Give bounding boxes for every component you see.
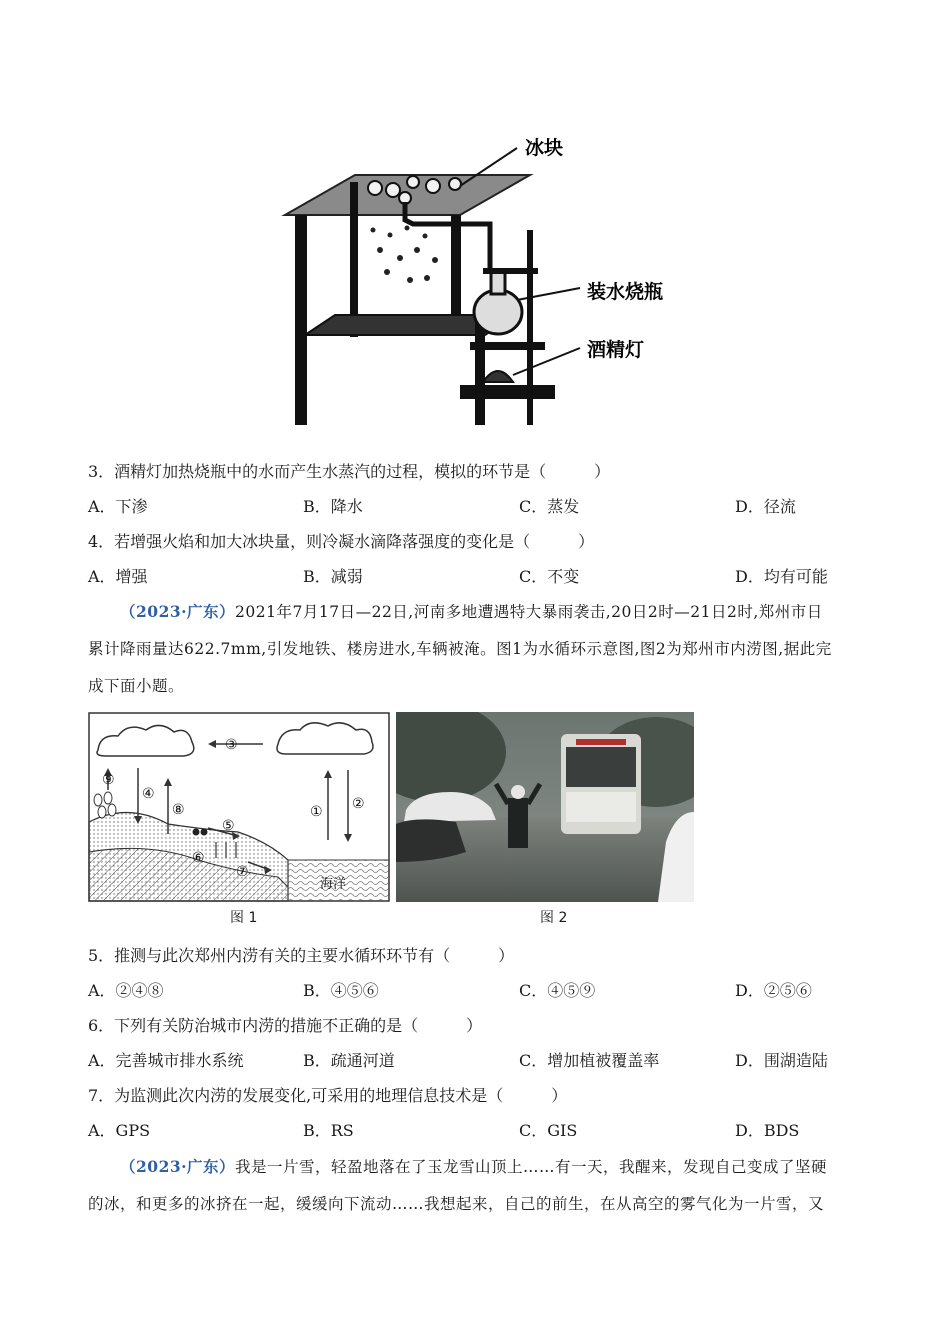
q6-option-c[interactable]: C．增加植被覆盖率 [519,1051,660,1070]
marker-3: ③ [225,737,238,753]
flask [474,290,522,334]
source-tag-2: （2023·广东） [120,1157,236,1176]
marker-2: ② [352,796,365,812]
label-ice: 冰块 [525,137,564,159]
q6-option-b[interactable]: B．疏通河道 [303,1051,395,1070]
question-3-stem: 3．酒精灯加热烧瓶中的水而产生水蒸汽的过程，模拟的环节是（ ） [88,462,611,481]
marker-9: ⑨ [102,772,115,788]
question-4-stem: 4．若增强火焰和加大冰块量，则冷凝水滴降落强度的变化是（ ） [88,532,595,551]
q3-option-b[interactable]: B．降水 [303,497,363,516]
q5-option-c[interactable]: C．④⑤⑨ [519,981,596,1000]
water-drops [371,226,439,284]
q7-option-b[interactable]: B．RS [303,1121,354,1140]
source-tag: （2023·广东） [120,602,236,621]
q4-option-d[interactable]: D．均有可能 [735,567,828,586]
marker-6: ⑥ [192,850,205,866]
q5-option-a[interactable]: A．②④⑧ [88,981,164,1000]
question-7-stem: 7．为监测此次内涝的发展变化,可采用的地理信息技术是（ ） [88,1086,568,1105]
question-6-stem: 6．下列有关防治城市内涝的措施不正确的是（ ） [88,1016,483,1035]
q3-option-a[interactable]: A．下渗 [88,497,148,516]
q3-option-c[interactable]: C．蒸发 [519,497,580,516]
label-lamp: 酒精灯 [587,339,645,361]
marker-5: ⑤ [222,818,235,834]
q7-option-a[interactable]: A．GPS [88,1121,151,1140]
q3-option-d[interactable]: D．径流 [735,497,796,516]
q7-option-d[interactable]: D．BDS [735,1121,800,1140]
q6-option-a[interactable]: A．完善城市排水系统 [88,1051,244,1070]
passage-2-line-1: （2023·广东）我是一片雪，轻盈地落在了玉龙雪山顶上……有一天，我醒来，发现自己变成了坚硬 [120,1157,828,1176]
passage-2-line-2: 的冰，和更多的冰挤在一起，缓缓向下流动……我想起来，自己的前生，在从高空的雾气化为一片雪，又 [88,1195,825,1213]
q5-option-d[interactable]: D．②⑤⑥ [735,981,812,1000]
q6-option-d[interactable]: D．围湖造陆 [735,1051,828,1070]
q4-option-c[interactable]: C．不变 [519,567,580,586]
marker-4: ④ [142,786,155,802]
q7-option-c[interactable]: C．GIS [519,1121,578,1140]
marker-7: ⑦ [236,864,249,880]
marker-1: ① [310,804,323,820]
alcohol-lamp [483,371,513,382]
experiment-figure [255,120,695,430]
marker-8: ⑧ [172,802,185,818]
flood-photo [396,712,694,902]
sea-label: 海洋 [320,877,347,892]
label-flask: 装水烧瓶 [587,281,664,303]
table-leg-left [295,215,307,425]
question-5-stem: 5．推测与此次郑州内涝有关的主要水循环环节有（ ） [88,946,515,965]
passage-1-line-1: （2023·广东）2021年7月17日—22日,河南多地遭遇特大暴雨袭击,20日2时—21日2时,郑州市日 [120,602,823,621]
q5-option-b[interactable]: B．④⑤⑥ [303,981,379,1000]
water-cycle-diagram [88,712,390,902]
figure-2-caption: 图 2 [540,910,568,926]
q4-option-b[interactable]: B．减弱 [303,567,363,586]
passage-1-line-3: 成下面小题。 [88,677,185,695]
traffic-officer [508,798,528,848]
q4-option-a[interactable]: A．增强 [88,567,148,586]
passage-1-line-2: 累计降雨量达622.7mm,引发地铁、楼房进水,车辆被淹。图1为水循环示意图,图2为郑州市内涝图,据此完 [88,640,832,658]
figure-1-caption: 图 1 [230,910,258,926]
